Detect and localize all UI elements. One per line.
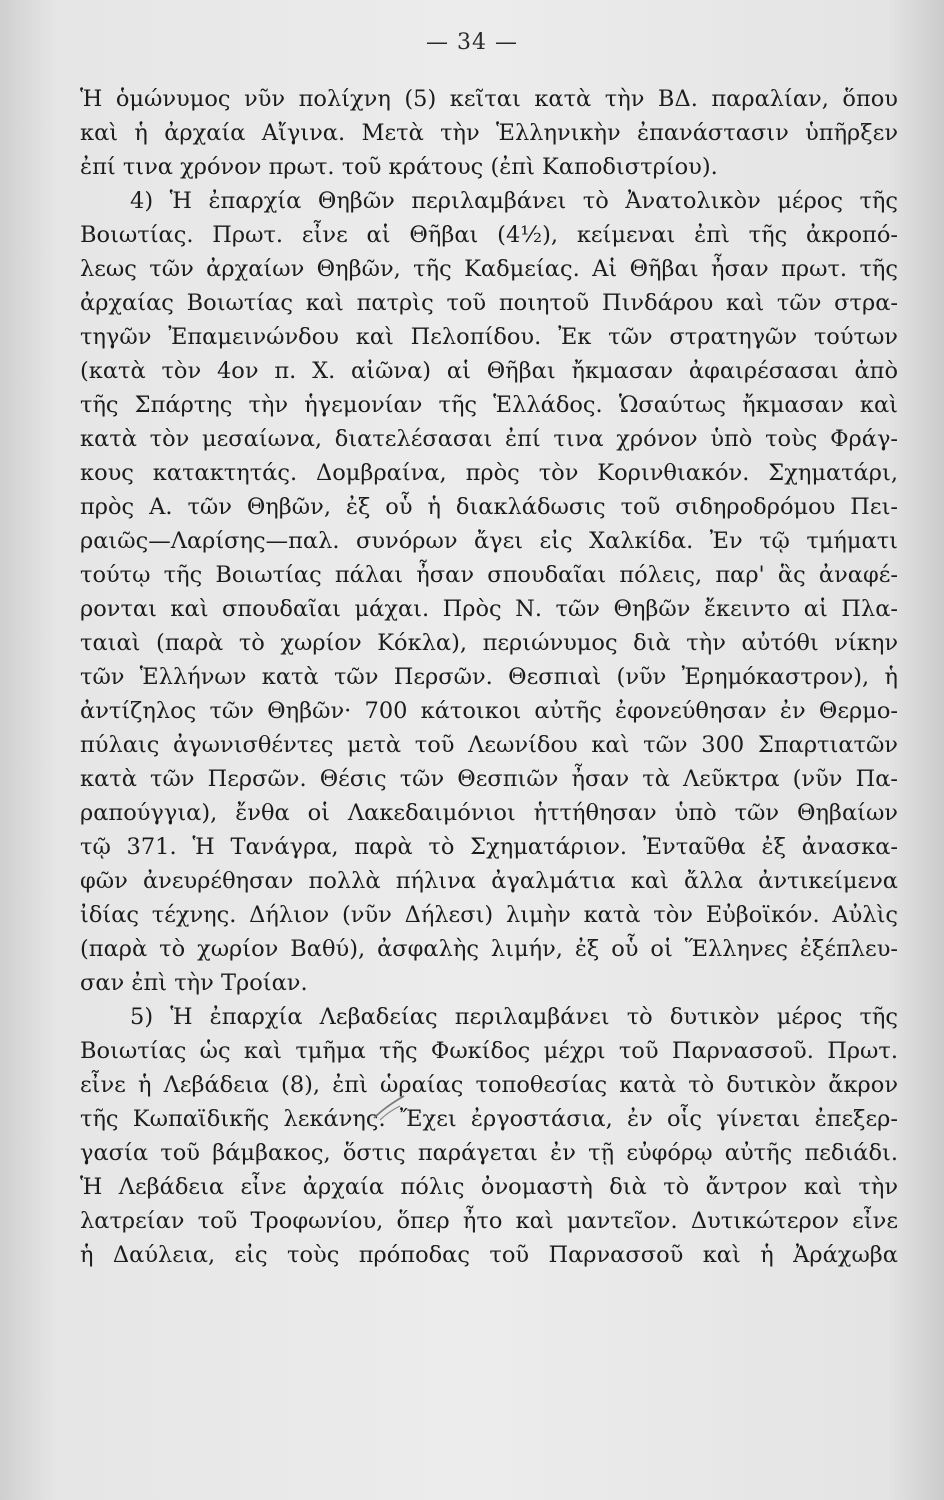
text-line: ἰδίας τέχνης. Δήλιον (νῦν Δήλεσι) λιμὴν κατὰ τὸν Εὐβοϊκόν. Αὐλὶς (80, 902, 898, 928)
text-line: τηγῶν Ἐπαμεινώνδου καὶ Πελοπίδου. Ἐκ τῶν στρατηγῶν τούτων (80, 324, 898, 350)
text-line: Ἡ ὁμώνυμος νῦν πολίχνη (5) κεῖται κατὰ τὴν ΒΔ. παραλίαν, ὅπου (80, 86, 898, 112)
text-line: ἀρχαίας Βοιωτίας καὶ πατρὶς τοῦ ποιητοῦ Πινδάρου καὶ τῶν στρα- (80, 290, 898, 316)
text-line: 5) Ἡ ἐπαρχία Λεβαδείας περιλαμβάνει τὸ δυτικὸν μέρος τῆς (130, 1004, 898, 1030)
text-line: τῶν Ἑλλήνων κατὰ τῶν Περσῶν. Θεσπιαὶ (νῦν Ἐρημόκαστρον), ἡ (80, 664, 898, 690)
text-line: κατὰ τῶν Περσῶν. Θέσις τῶν Θεσπιῶν ἦσαν τὰ Λεῦκτρα (νῦν Πα- (80, 766, 898, 792)
text-line: (παρὰ τὸ χωρίον Βαθύ), ἀσφαλὴς λιμήν, ἐξ οὗ οἱ Ἕλληνες ἐξέπλευ- (80, 936, 898, 962)
text-line: σαν ἐπὶ τὴν Τροίαν. (80, 970, 308, 996)
text-line: εἶνε ἡ Λεβάδεια (8), ἐπὶ ὡραίας τοποθεσίας κατὰ τὸ δυτικὸν ἄκρον (80, 1072, 898, 1098)
text-line: τῆς Κωπαϊδικῆς λεκάνης. Ἔχει ἐργοστάσια, ἐν οἷς γίνεται ἐπεξερ- (80, 1106, 898, 1132)
text-line: τῷ 371. Ἡ Τανάγρα, παρὰ τὸ Σχηματάριον. Ἐνταῦθα ἐξ ἀνασκα- (80, 834, 898, 860)
text-line: κους κατακτητάς. Δομβραίνα, πρὸς τὸν Κορινθιακόν. Σχηματάρι, (80, 460, 898, 486)
text-line: ἀντίζηλος τῶν Θηβῶν· 700 κάτοικοι αὐτῆς ἐφονεύθησαν ἐν Θερμο- (80, 698, 898, 724)
text-line: πύλαις ἀγωνισθέντες μετὰ τοῦ Λεωνίδου καὶ τῶν 300 Σπαρτιατῶν (80, 732, 898, 758)
text-line: 4) Ἡ ἐπαρχία Θηβῶν περιλαμβάνει τὸ Ἀνατολικὸν μέρος τῆς (130, 188, 898, 214)
text-line: φῶν ἀνευρέθησαν πολλὰ πήλινα ἀγαλμάτια καὶ ἄλλα ἀντικείμενα (80, 868, 898, 894)
text-line: τῆς Σπάρτης τὴν ἡγεμονίαν τῆς Ἑλλάδος. Ὡσαύτως ἤκμασαν καὶ (80, 392, 898, 418)
text-line: (κατὰ τὸν 4ον π. Χ. αἰῶνα) αἱ Θῆβαι ἤκμασαν ἀφαιρέσασαι ἀπὸ (80, 358, 898, 384)
text-line: λατρείαν τοῦ Τροφωνίου, ὅπερ ἦτο καὶ μαντεῖον. Δυτικώτερον εἶνε (80, 1208, 898, 1234)
text-line: Ἡ Λεβάδεια εἶνε ἀρχαία πόλις ὀνομαστὴ διὰ τὸ ἄντρον καὶ τὴν (80, 1174, 898, 1200)
text-line: κατὰ τὸν μεσαίωνα, διατελέσασαι ἐπί τινα χρόνον ὑπὸ τοὺς Φράγ- (80, 426, 898, 452)
text-line: ἡ Δαύλεια, εἰς τοὺς πρόποδας τοῦ Παρνασσοῦ καὶ ἡ Ἀράχωβα (80, 1242, 898, 1268)
body-text (80, 82, 898, 1272)
text-line: πρὸς Α. τῶν Θηβῶν, ἐξ οὗ ἡ διακλάδωσις τοῦ σιδηροδρόμου Πει- (80, 494, 898, 520)
text-line: Βοιωτίας ὡς καὶ τμῆμα τῆς Φωκίδος μέχρι τοῦ Παρνασσοῦ. Πρωτ. (80, 1038, 898, 1064)
pencil-mark-icon (370, 1092, 410, 1122)
text-line: ραιῶς—Λαρίσης—παλ. συνόρων ἄγει εἰς Χαλκίδα. Ἐν τῷ τμήματι (80, 528, 898, 554)
text-line: ἐπί τινα χρόνον πρωτ. τοῦ κράτους (ἐπὶ Καποδιστρίου). (80, 154, 718, 180)
page-number: — 34 — (426, 30, 518, 55)
text-line: γασία τοῦ βάμβακος, ὅστις παράγεται ἐν τῇ εὐφόρῳ αὐτῆς πεδιάδι. (80, 1140, 898, 1166)
text-line: Βοιωτίας. Πρωτ. εἶνε αἱ Θῆβαι (4½), κείμεναι ἐπὶ τῆς ἀκροπό- (80, 222, 898, 248)
text-line: λεως τῶν ἀρχαίων Θηβῶν, τῆς Καδμείας. Αἱ Θῆβαι ἦσαν πρωτ. τῆς (80, 256, 898, 282)
text-line: ρονται καὶ σπουδαῖαι μάχαι. Πρὸς Ν. τῶν Θηβῶν ἔκειντο αἱ Πλα- (80, 596, 898, 622)
text-line: ταιαὶ (παρὰ τὸ χωρίον Κόκλα), περιώνυμος διὰ τὴν αὐτόθι νίκην (80, 630, 898, 656)
text-line: τούτῳ τῆς Βοιωτίας πάλαι ἦσαν σπουδαῖαι πόλεις, παρ' ἃς ἀναφέ- (80, 562, 898, 588)
text-line: ραπούγγια), ἔνθα οἱ Λακεδαιμόνιοι ἡττήθησαν ὑπὸ τῶν Θηβαίων (80, 800, 898, 826)
text-line: καὶ ἡ ἀρχαία Αἴγινα. Μετὰ τὴν Ἑλληνικὴν ἐπανάστασιν ὑπῆρξεν (80, 120, 898, 146)
